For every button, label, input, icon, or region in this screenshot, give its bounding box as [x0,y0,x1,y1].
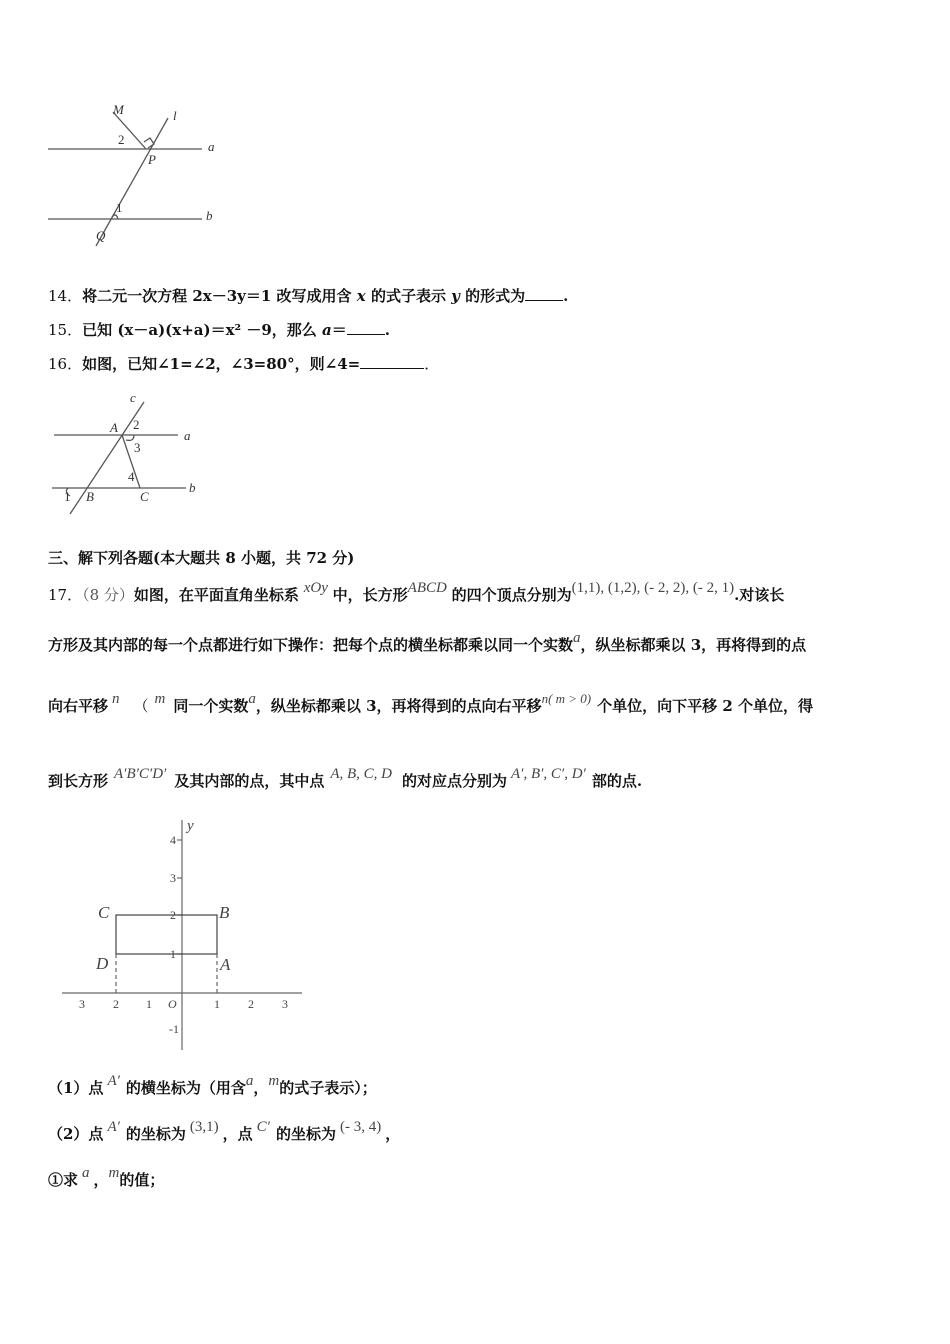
svg-text:2: 2 [248,997,254,1011]
question-16: 16．如图，已知∠1=∠2，∠3=80°，则∠4= ． [48,355,440,373]
parallel-lines-figure-13 [40,98,230,258]
label-b: b [206,208,213,223]
svg-text:2: 2 [170,908,176,922]
rectangle-abcd [116,915,217,954]
sub-question-1: （1）点 A′ 的横坐标为（用含a，m的式子表示）； [48,1073,377,1097]
label-l: l [173,108,177,123]
label-2: 2 [118,132,125,147]
question-17-line-1: 17．（8 分）如图，在平面直角坐标系 xOy 中，长方形ABCD 的四个顶点分别为(1,1), (1,2), (- 2, 2), (- 2, 1).对该长 [48,580,785,604]
line-l [96,118,168,246]
svg-text:-1: -1 [169,1022,179,1036]
sub-question-2-part-1: ①求 a ，m的值； [48,1165,165,1189]
question-14: 14．将二元一次方程 2x－3y＝1 改写成用含 x 的式子表示 y 的形式为 . [48,287,569,305]
coordinate-plane-figure [56,814,308,1054]
answer-blank [360,368,424,369]
svg-text:3: 3 [134,440,141,455]
svg-text:3: 3 [282,997,288,1011]
section-title: 三、解下列各题(本大题共 8 小题，共 72 分) [48,549,355,567]
svg-text:B: B [86,489,94,504]
sub-question-2: （2）点 A′ 的坐标为 (3,1) ，点 C′ 的坐标为 (- 3, 4) ， [48,1119,401,1143]
svg-text:a: a [184,428,191,443]
answer-blank [525,300,563,301]
svg-text:A: A [110,420,118,435]
question-17-line-2: 方形及其内部的每一个点都进行如下操作：把每个点的横坐标都乘以同一个实数a，纵坐标都乘以 3，再将得到的点 [48,630,807,654]
svg-text:2: 2 [133,417,140,432]
label-1: 1 [116,200,123,215]
svg-text:1: 1 [146,997,152,1011]
svg-text:1: 1 [170,947,176,961]
svg-text:D: D [96,954,109,973]
svg-text:c: c [130,390,136,405]
svg-text:4: 4 [170,833,176,847]
svg-text:1: 1 [214,997,220,1011]
svg-text:3: 3 [170,871,176,885]
label-Q: Q [96,228,106,243]
question-15: 15．已知 (x－a)(x+a)＝x² －9，那么 a＝ . [48,321,391,339]
parallel-lines-figure-16 [48,388,208,520]
label-M: M [113,102,124,117]
svg-text:b: b [189,480,196,495]
svg-text:C: C [98,903,110,922]
svg-text:C: C [140,489,149,504]
svg-text:y: y [187,818,194,834]
svg-text:4: 4 [128,469,135,484]
svg-text:1: 1 [64,489,71,504]
svg-text:A: A [220,955,231,974]
question-17-line-3: 向右平移 n （ m 同一个实数a，纵坐标都乘以 3，再将得到的点向右平移n( m > 0) 个单位，向下平移 2 个单位，得 [48,691,814,715]
label-P: P [148,152,156,167]
svg-text:O: O [168,997,177,1011]
svg-text:B: B [219,903,230,922]
question-17-line-4: 到长方形 A′B′C′D′ 及其内部的点，其中点 A, B, C, D 的对应点分别为 A′, B′, C′, D′ 部的点. [48,766,643,790]
svg-text:2: 2 [113,997,119,1011]
label-a: a [208,139,215,154]
answer-blank [347,334,385,335]
svg-text:3: 3 [79,997,85,1011]
